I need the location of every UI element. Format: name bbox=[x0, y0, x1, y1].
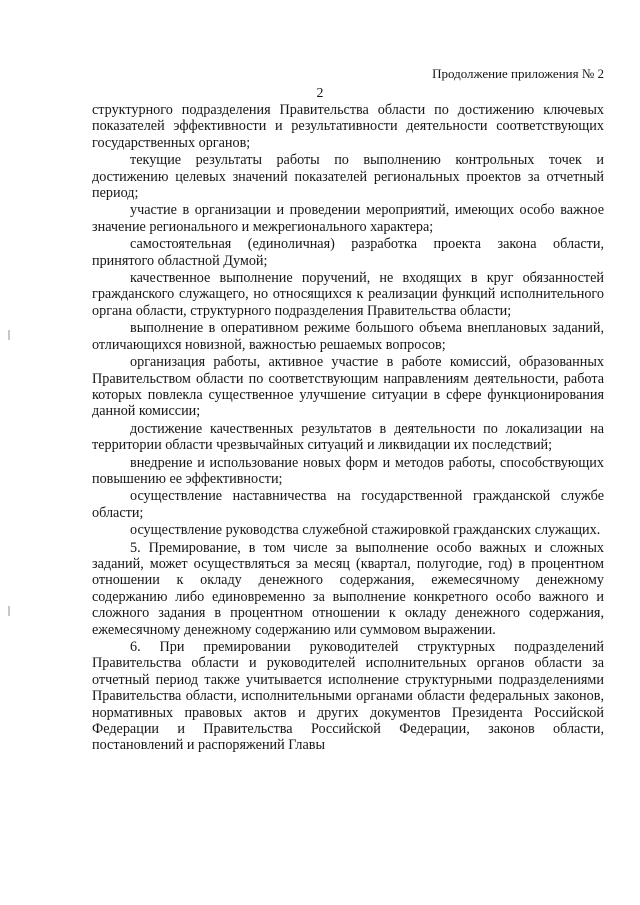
paragraph: качественное выполнение поручений, не входящих в круг обязанностей гражданского служащего, но относящихся к реализации функций исполнительного органа области, структурного подразделения Правительства области; bbox=[92, 270, 604, 319]
paragraph: текущие результаты работы по выполнению контрольных точек и достижению целевых значений показателей региональных проектов за отчетный период; bbox=[92, 152, 604, 202]
paragraph: достижение качественных результатов в деятельности по локализации на территории области чрезвычайных ситуаций и ликвидации их последствий; bbox=[92, 420, 604, 454]
paragraph: участие в организации и проведении мероприятий, имеющих особо важное значение регионального и межрегионального характера; bbox=[92, 202, 604, 235]
scan-margin-mark bbox=[8, 606, 10, 616]
document-body bbox=[92, 102, 604, 754]
paragraph: самостоятельная (единоличная) разработка проекта закона области, принятого областной Думой; bbox=[92, 236, 604, 269]
paragraph: внедрение и использование новых форм и методов работы, способствующих повышению ее эффективности; bbox=[92, 454, 604, 487]
appendix-continuation-note: Продолжение приложения № 2 bbox=[432, 66, 604, 81]
page-number: 2 bbox=[316, 86, 324, 101]
paragraph: выполнение в оперативном режиме большого объема внеплановых заданий, отличающихся новизной, важностью решаемых вопросов; bbox=[92, 320, 604, 353]
paragraph: осуществление руководства служебной стажировкой гражданских служащих. bbox=[130, 522, 601, 539]
paragraph: организация работы, активное участие в работе комиссий, образованных Правительством области по соответствующим направлениям деятельности, работа которых повлекла существенное улучшение ситуации в сфере функционирования данной комиссии; bbox=[92, 354, 604, 420]
scan-margin-mark bbox=[8, 330, 10, 340]
paragraph: осуществление наставничества на государственной гражданской службе области; bbox=[92, 488, 604, 521]
paragraph: структурного подразделения Правительства области по достижению ключевых показателей эффективности и результативности деятельности соответствующих государственных органов; bbox=[92, 102, 604, 151]
paragraph: 5. Премирование, в том числе за выполнение особо важных и сложных заданий, может осуществляться за месяц (квартал, полугодие, год) в процентном отношении к окладу денежного содержания, ежемесячному денежному содержанию либо единовременно за выполнение конкретного особо важного и сложного задания в процентном отношении к окладу денежного содержания, ежемесячному денежному содержанию или суммовом выражении. bbox=[92, 539, 604, 638]
paragraph: 6. При премировании руководителей структурных подразделений Правительства области и руководителей исполнительных органов области за отчетный период также учитывается исполнение структурными подразделениями Правительства области, исполнительными органами области федеральных законов, нормативных правовых актов и других документов Президента Российской Федерации и Правительства Российской Федерации, законов области, постановлений и распоряжений Главы bbox=[92, 639, 604, 754]
